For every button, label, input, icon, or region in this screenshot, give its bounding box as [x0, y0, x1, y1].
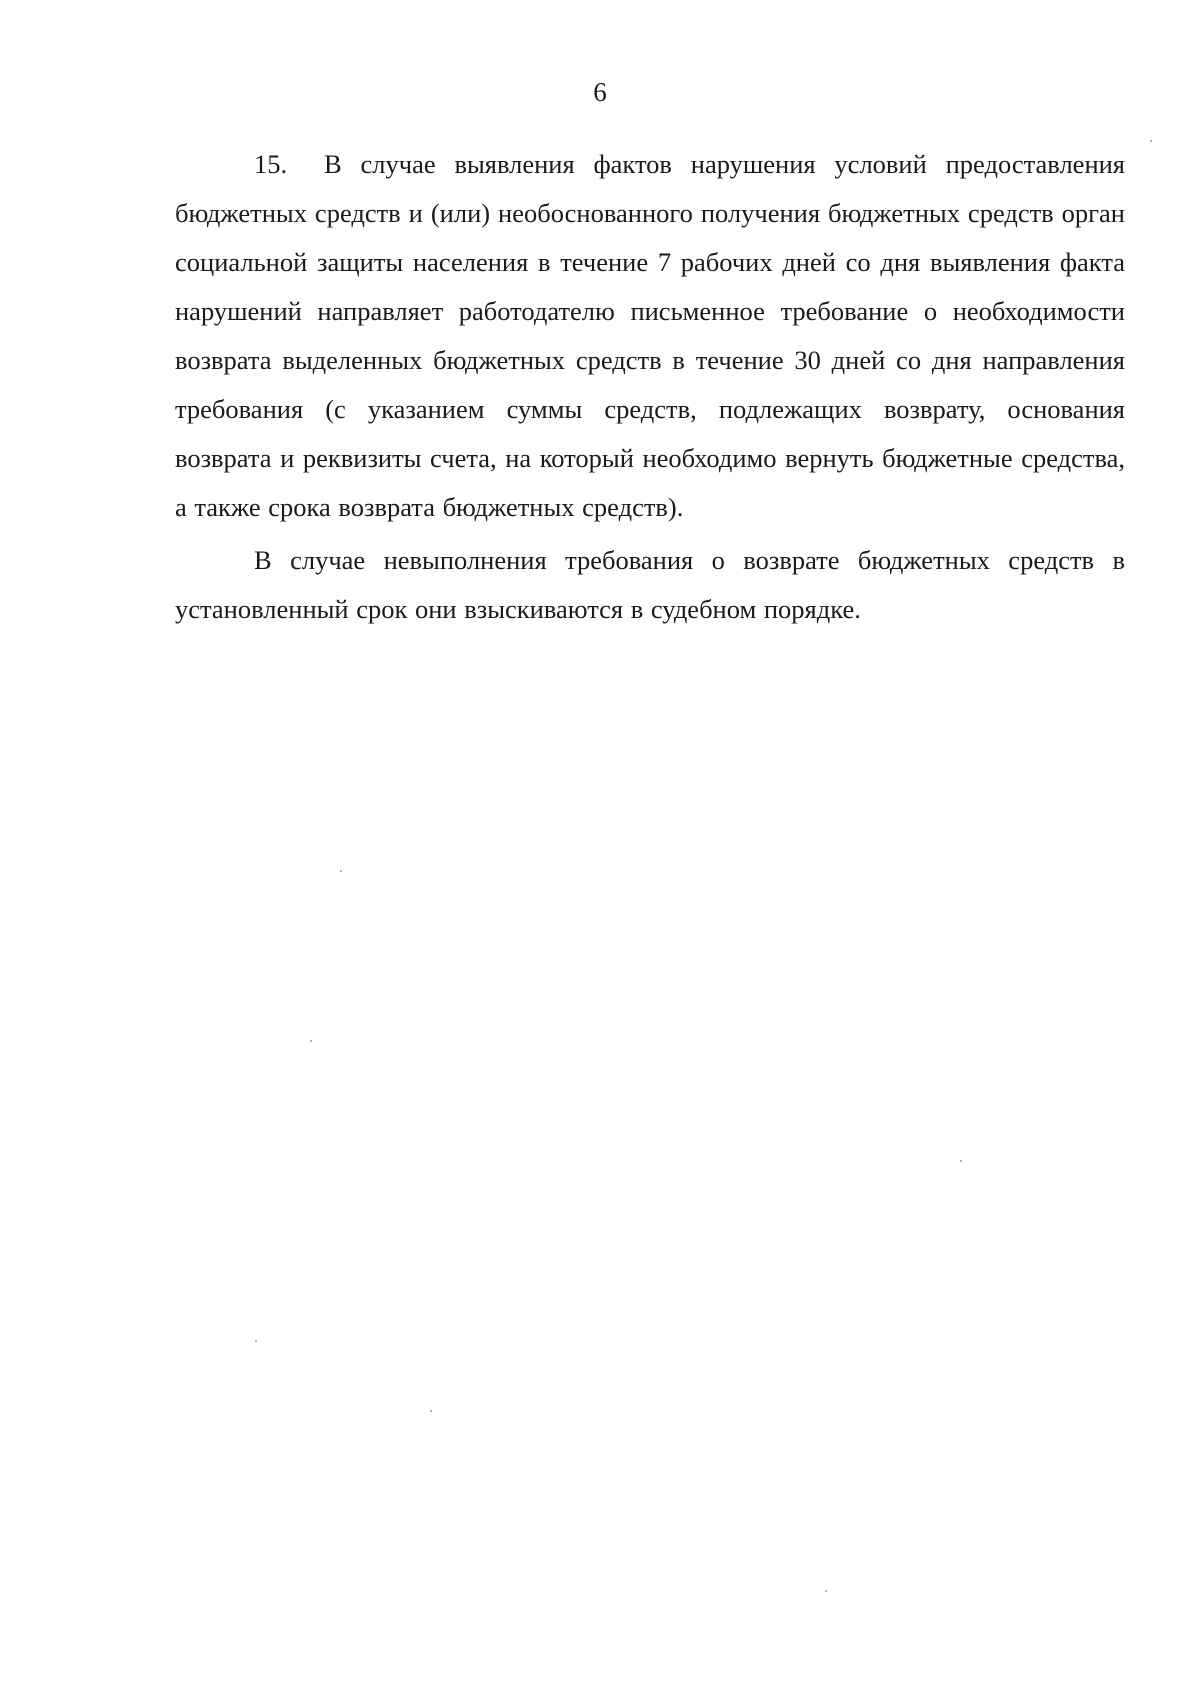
scan-speck: [255, 1340, 257, 1342]
scan-speck: [430, 1410, 432, 1412]
item-number: 15.: [254, 149, 288, 179]
paragraph-15-text: В случае выявления фактов нарушения условий предоставления бюджетных средств и (или) необоснованного получения бюджетных средств орган социальной защиты населения в течение 7 рабочих дней со дня выявления факта нарушений направляет работодателю письменное требование о необходимости возврата выделенных бюджетных средств в течение 30 дней со дня направления требования (с указанием суммы средств, подлежащих возврату, основания возврата и реквизиты счета, на который необходимо вернуть бюджетные средства, а также срока возврата бюджетных средств).: [175, 149, 1125, 522]
scan-speck: [825, 1590, 827, 1592]
document-body: [175, 140, 1125, 634]
page-number: 6: [593, 77, 607, 107]
scan-speck: [310, 1040, 312, 1042]
scan-speck: [960, 1160, 962, 1162]
paragraph-15: [175, 140, 1125, 532]
scan-speck: [1150, 140, 1152, 142]
paragraph-consequence-text: В случае невыполнения требования о возврате бюджетных средств в установленный срок они взыскиваются в судебном порядке.: [175, 545, 1125, 624]
paragraph-consequence: [175, 536, 1125, 634]
scan-speck: [340, 870, 342, 872]
